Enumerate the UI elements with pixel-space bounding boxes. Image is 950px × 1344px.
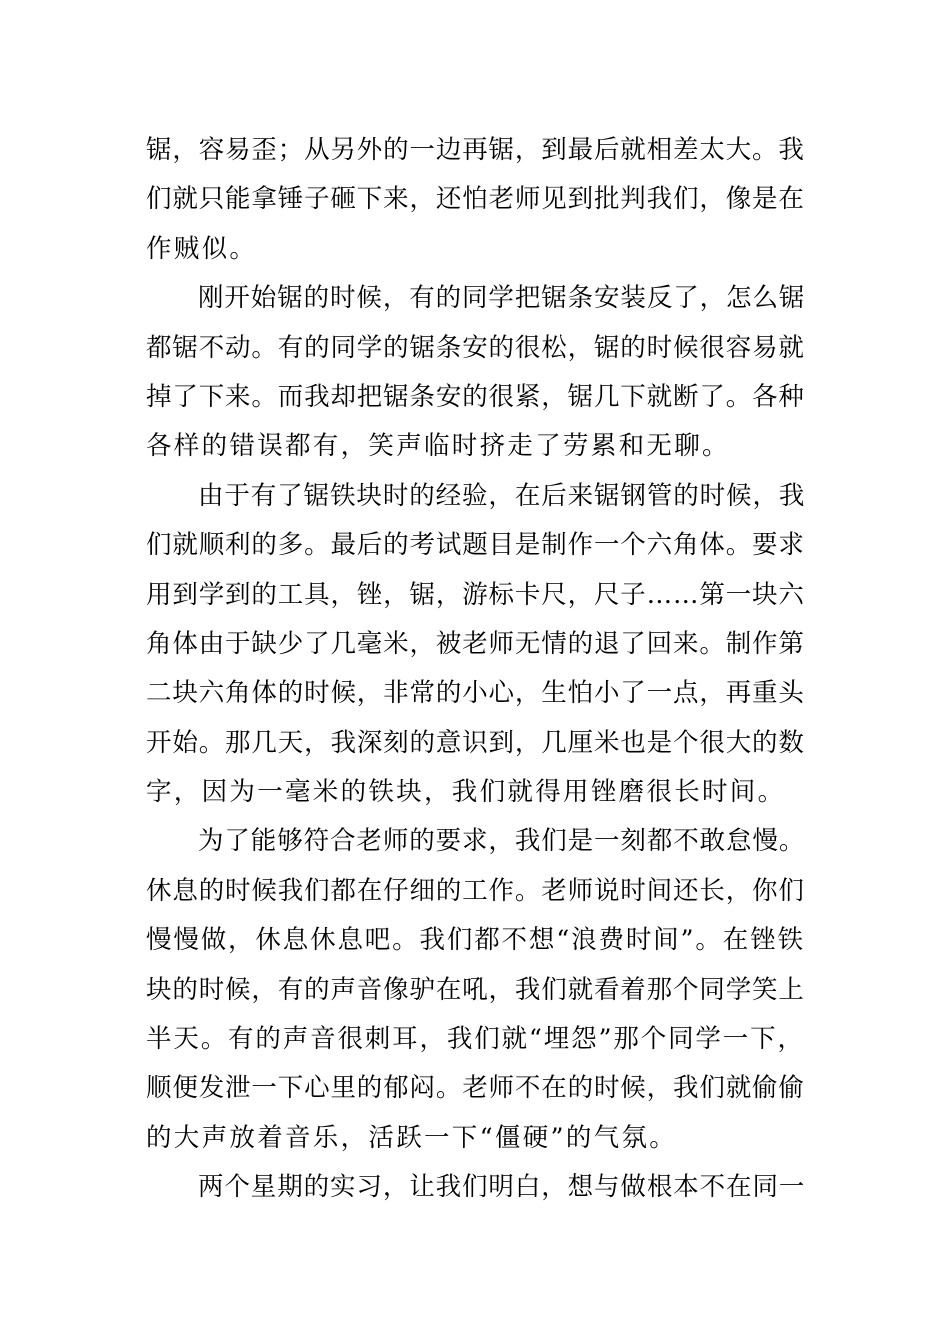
text-line: 角体由于缺少了几毫米，被老师无情的退了回来。制作第	[146, 628, 805, 659]
text-line: 二块六角体的时候，非常的小心，生怕小了一点，再重头	[146, 678, 805, 709]
text-line: 休息的时候我们都在仔细的工作。老师说时间还长，你们	[146, 875, 805, 906]
text-line: 开始。那几天，我深刻的意识到，几厘米也是个很大的数	[146, 727, 805, 758]
text-line: 慢慢做，休息休息吧。我们都不想“浪费时间”。在锉铁	[146, 925, 805, 956]
text-line: 锯，容易歪；从另外的一边再锯，到最后就相差太大。我	[146, 135, 805, 165]
text-line: 半天。有的声音很刺耳，我们就“埋怨”那个同学一下，	[146, 1024, 805, 1055]
text-line: 各样的错误都有，笑声临时挤走了劳累和无聊。	[146, 431, 730, 462]
text-line: 块的时候，有的声音像驴在吼，我们就看着那个同学笑上	[146, 974, 805, 1005]
paragraph-first-line: 由于有了锯铁块时的经验，在后来锯钢管的时候，我	[198, 480, 806, 511]
text-line: 顺便发泄一下心里的郁闷。老师不在的时候，我们就偷偷	[146, 1073, 805, 1104]
text-line: 们就只能拿锤子砸下来，还怕老师见到批判我们，像是在	[146, 184, 805, 215]
paragraph-first-line: 为了能够符合老师的要求，我们是一刻都不敢怠慢。	[198, 826, 806, 857]
body-text	[146, 126, 806, 1213]
text-line: 的大声放着音乐，活跃一下“僵硬”的气氛。	[146, 1122, 678, 1153]
text-line: 用到学到的工具，锉，锯，游标卡尺，尺子……第一块六	[146, 579, 805, 610]
text-line: 都锯不动。有的同学的锯条安的很松，锯的时候很容易就	[146, 332, 805, 363]
paragraph-first-line: 两个星期的实习，让我们明白，想与做根本不在同一	[198, 1172, 806, 1203]
text-line: 作贼似。	[146, 233, 258, 264]
paragraph-first-line: 刚开始锯的时候，有的同学把锯条安装反了，怎么锯	[198, 283, 806, 314]
text-line: 们就顺利的多。最后的考试题目是制作一个六角体。要求	[146, 530, 805, 561]
text-line: 掉了下来。而我却把锯条安的很紧，锯几下就断了。各种	[146, 381, 805, 412]
text-line: 字，因为一毫米的铁块，我们就得用锉磨很长时间。	[146, 777, 786, 808]
